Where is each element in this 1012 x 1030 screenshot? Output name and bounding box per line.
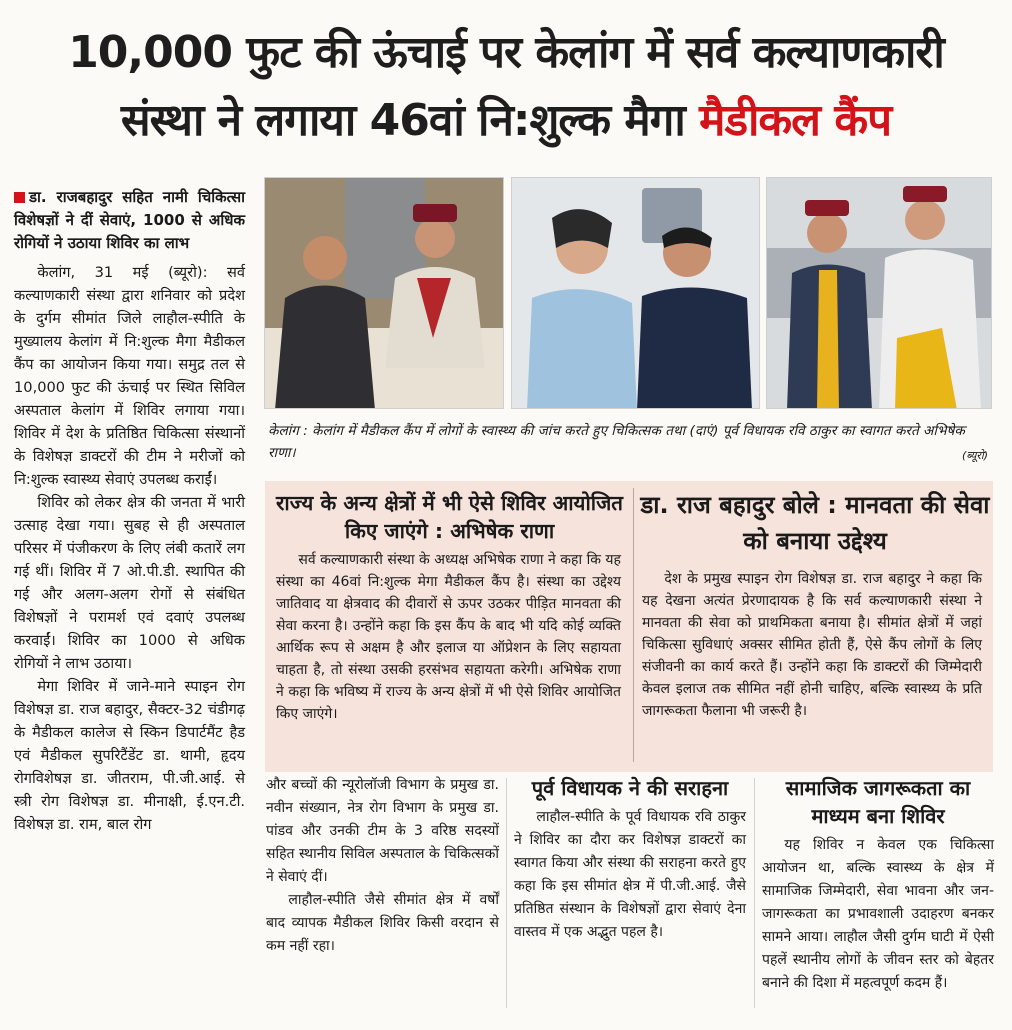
- left-paragraph-3: मेगा शिविर में जाने-माने स्पाइन रोग विशेषज्ञ डा. राज बहादुर, सैक्टर-32 चंडीगढ़ के मैडीकल कालेज से स्किन डिपार्टमैंट हैड एवं मैडीकल सुपरिटैंडेंट डा. थामी, हृदय रोगविशेषज्ञ डा. जीतराम, पी.जी.आई. से स्त्री रोग विशेषज्ञ डा. मीनाक्षी, ई.एन.टी. विशेषज्ञ डा. राम, बाल रोग: [14, 678, 245, 833]
- left-subheading: [14, 186, 245, 255]
- bottom-col3-heading: सामाजिक जागरूकता का माध्यम बना शिविर: [785, 776, 971, 828]
- bottom-column-2: [514, 774, 746, 944]
- photo-credit: (ब्यूरो): [962, 449, 988, 462]
- left-paragraph-2: शिविर को लेकर क्षेत्र की जनता में भारी उत्साह देखा गया। सुबह से ही अस्पताल परिसर में पंजीकरण के लिए लंबी कतारें लग गई थीं। शिविर में 7 ओ.पी.डी. स्थापित की गई और अलग-अलग रोगों से संबंधित विशेषज्ञों ने परामर्श एवं दवाएं उपलब्ध करवाईं। शिविर का 1000 से अधिक रोगियों ने लाभ उठाया।: [14, 494, 245, 672]
- bottom-col3-body: यह शिविर न केवल एक चिकित्सा आयोजन था, बल्कि स्वास्थ्य के क्षेत्र में सामाजिक जिम्मेदारी, सेवा भावना और जन-जागरूकता का प्रभावशाली उदाहरण बनकर सामने आया। लाहौल जैसी दुर्गम घाटी में ऐसी पहलें स्थानीय लोगों के जीवन स्तर को बेहतर बनाने की दिशा में महत्वपूर्ण कदम हैं।: [762, 837, 994, 991]
- bottom-col1-paragraph-2: लाहौल-स्पीति जैसे सीमांत क्षेत्र में वर्षों बाद व्यापक मैडीकल शिविर किसी वरदान से कम नहीं रहा।: [266, 892, 499, 954]
- box-left-body: सर्व कल्याणकारी संस्था के अध्यक्ष अभिषेक राणा ने कहा कि यह संस्था का 46वां नि:शुल्क मेगा मैडीकल कैंप है। संस्था का उद्देश्य जातिवाद या क्षेत्रवाद की दीवारों से ऊपर उठकर पीड़ित मानवता की सेवा करना है। उन्होंने कहा कि इस कैंप के बाद भी यदि कोई व्यक्ति आर्थिक रूप से अक्षम है और इलाज या ऑप्रेशन के लिए सहायता चाहता है, तो संस्था उसकी हरसंभव सहायता करेगी। अभिषेक राणा ने कहा कि भविष्य में राज्य के अन्य क्षेत्रों में भी ऐसे शिविर आयोजित किए जाएंगे।: [276, 552, 621, 722]
- column-rule-2: [754, 778, 755, 1008]
- box-left-heading: राज्य के अन्य क्षेत्रों में भी ऐसे शिविर आयोजित किए जाएंगे : अभिषेक राणा: [276, 491, 623, 543]
- photo-doctor-examining-patient: [264, 177, 504, 409]
- headline-line-1: 10,000 फुट की ऊंचाई पर केलांग में सर्व कल्याणकारी: [68, 27, 944, 78]
- bottom-col2-body: लाहौल-स्पीति के पूर्व विधायक रवि ठाकुर ने शिविर का दौरा कर विशेषज्ञ डाक्टरों का स्वागत किया और संस्था की सराहना करते हुए कहा कि इस सीमांत क्षेत्र में पी.जी.आई. जैसे प्रतिष्ठित संस्थान के विशेषज्ञों द्वारा सेवाएं देना वास्तव में एक अद्भुत पहल है।: [514, 809, 746, 940]
- left-subheading-text: डा. राजबहादुर सहित नामी चिकित्सा विशेषज्ञों ने दीं सेवाएं, 1000 से अधिक रोगियों ने उठाया शिविर का लाभ: [14, 188, 245, 252]
- box-right-body: देश के प्रमुख स्पाइन रोग विशेषज्ञ डा. राज बहादुर ने कहा कि यह देखना अत्यंत प्रेरणादायक है कि सर्व कल्याणकारी संस्था ने मानवता की सेवा को प्राथमिकता बनाया है। सीमांत क्षेत्रों में जहां चिकित्सा सुविधाएं अक्सर सीमित होती हैं, ऐसे कैंप लोगों के लिए संजीवनी का कार्य करते हैं। उन्होंने कहा कि डाक्टरों की जिम्मेदारी केवल इलाज तक सीमित नहीं होनी चाहिए, बल्कि स्वास्थ्य के प्रति जागरूकता फैलाना भी जरूरी है।: [642, 571, 982, 719]
- box-right-heading: डा. राज बहादुर बोले : मानवता की सेवा को बनाया उद्देश्य: [640, 491, 990, 555]
- photo-3-illustration: [767, 178, 992, 409]
- box-divider: [633, 488, 634, 762]
- photo-caption: केलांग : केलांग में मैडीकल कैंप में लोगों के स्वास्थ्य की जांच करते हुए चिकित्सक तथा (दाएं) पूर्व विधायक रवि ठाकुर का स्वागत करते अभिषेक राणा।: [268, 423, 965, 461]
- headline-line-2: [0, 88, 1012, 148]
- headline-highlight: मैडीकल कैंप: [699, 95, 892, 146]
- photo-1-illustration: [265, 178, 504, 409]
- photo-eye-checkup: [511, 177, 760, 409]
- photo-2-illustration: [512, 178, 760, 409]
- bottom-col1-paragraph-1: और बच्चों की न्यूरोलॉजी विभाग के प्रमुख डा. नवीन संख्यान, नेत्र रोग विभाग के प्रमुख डा. पांडव और उनकी टीम के 3 वरिष्ठ सदस्यों सहित स्थानीय सिविल अस्पताल के चिकित्सकों ने सेवाएं दीं।: [266, 777, 499, 885]
- left-paragraph-1: केलांग, 31 मई (ब्यूरो): सर्व कल्याणकारी संस्था द्वारा शनिवार को प्रदेश के दुर्गम सीमांत जिले लाहौल-स्पीति के मुख्यालय केलांग में नि:शुल्क मैगा मैडीकल कैंप का आयोजन किया गया। समुद्र तल से 10,000 फुट की ऊंचाई पर स्थित सिविल अस्पताल केलांग में शिविर लगाया गया। शिविर में देश के प्रतिष्ठित चिकित्सा संस्थानों के विशेषज्ञ डाक्टरों की टीम ने मरीजों को नि:शुल्क स्वास्थ्य सेवाएं उपलब्ध कराईं।: [14, 264, 245, 488]
- column-rule-1: [506, 778, 507, 1008]
- red-square-bullet-icon: [14, 192, 25, 203]
- bottom-column-3: [762, 774, 994, 995]
- bottom-column-1: [266, 774, 499, 958]
- photo-welcome-ceremony: [766, 177, 992, 409]
- bottom-col2-heading: पूर्व विधायक ने की सराहना: [531, 776, 729, 800]
- headline-line-2-main: संस्था ने लगाया 46वां नि:शुल्क मैगा: [120, 95, 700, 146]
- left-column: [14, 186, 245, 836]
